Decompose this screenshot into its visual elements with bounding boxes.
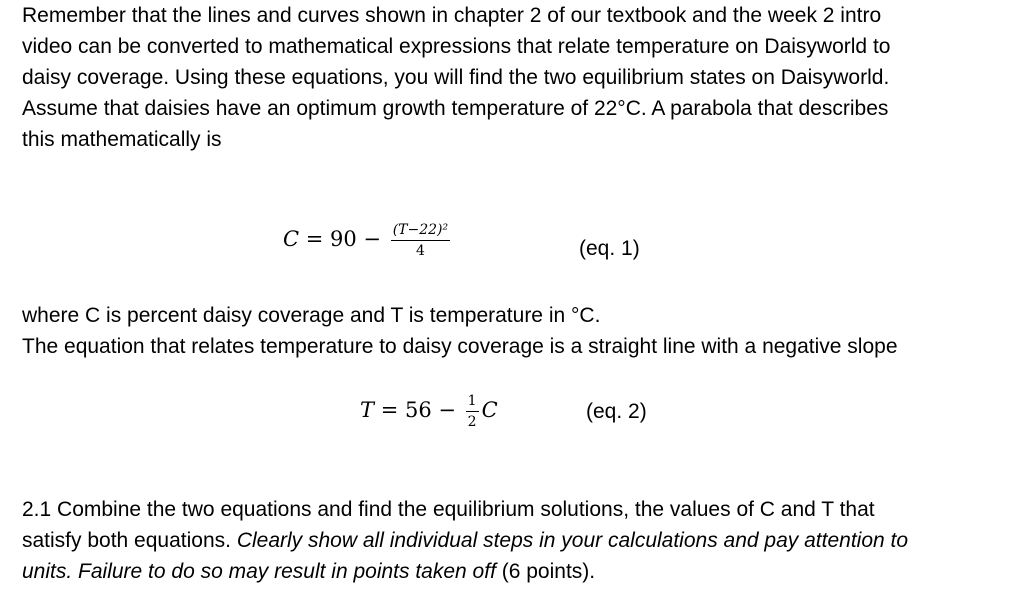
equation-1	[283, 222, 453, 259]
question-line	[22, 525, 1012, 556]
equation-1-fraction	[391, 222, 450, 259]
equation-2-lhs: T	[360, 398, 375, 422]
definition-line: The equation that relates temperature to daisy coverage is a straight line with a negative slope	[22, 335, 898, 358]
equation-1-numerator: (T−22)²	[391, 222, 450, 241]
equation-2-variable: C	[481, 398, 498, 422]
equation-1-label: (eq. 1)	[579, 237, 640, 260]
question-line: 2.1 Combine the two equations and find the equilibrium solutions, the values of C and T that	[22, 498, 875, 521]
intro-line: Assume that daisies have an optimum growth temperature of 22°C. A parabola that describes	[22, 97, 889, 120]
equation-1-denominator: 4	[415, 243, 425, 259]
equation-2-denominator: 2	[467, 414, 477, 430]
equation-2-rhs: = 56 −	[374, 398, 463, 422]
intro-paragraph	[22, 0, 1012, 155]
definition-line: where C is percent daisy coverage and T is temperature in °C.	[22, 304, 601, 327]
question-line	[22, 556, 1012, 587]
question-paragraph	[22, 494, 1012, 587]
equation-2-label: (eq. 2)	[586, 400, 647, 423]
question-points: (6 points).	[495, 560, 596, 583]
equation-1-rhs: = 90 −	[299, 227, 388, 251]
intro-line: Remember that the lines and curves shown in chapter 2 of our textbook and the week 2 intro	[22, 4, 882, 27]
question-text: satisfy both equations.	[22, 529, 237, 552]
question-instruction: Clearly show all individual steps in your calculations and pay attention to	[236, 529, 909, 552]
equation-1-lhs: C	[283, 227, 300, 251]
question-instruction: units. Failure to do so may result in points taken off	[22, 560, 496, 583]
intro-line: this mathematically is	[22, 128, 222, 151]
intro-line: video can be converted to mathematical expressions that relate temperature on Daisyworld to	[22, 35, 891, 58]
equation-2-numerator: 1	[466, 393, 479, 412]
equation-2-fraction	[466, 393, 479, 430]
intro-line: daisy coverage. Using these equations, you will find the two equilibrium states on Daisyworld.	[22, 66, 890, 89]
equation-2	[360, 393, 498, 430]
definition-paragraph	[22, 300, 1012, 362]
